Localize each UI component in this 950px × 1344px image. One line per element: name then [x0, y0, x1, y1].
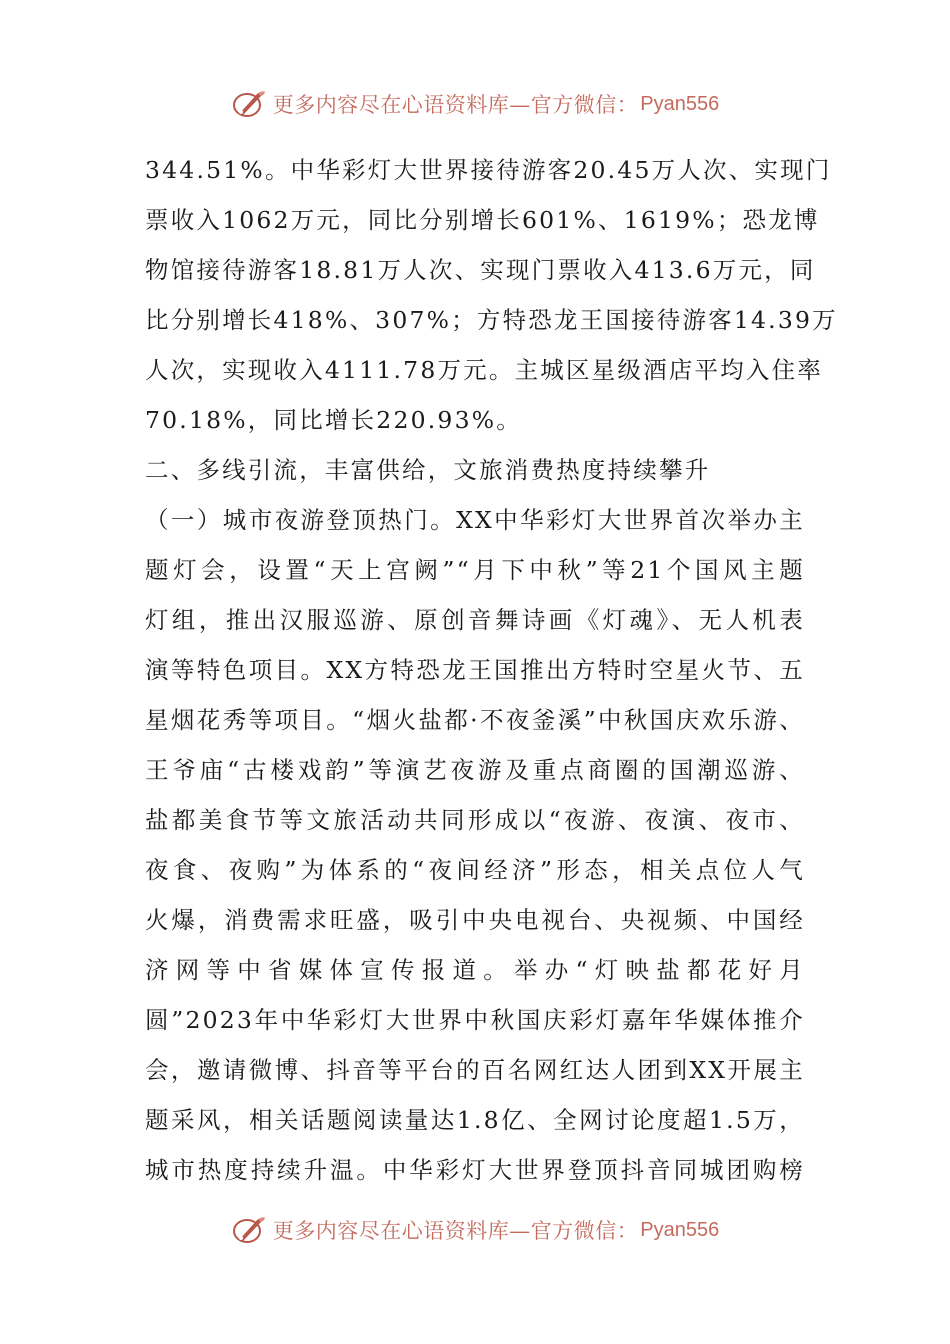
text-line: 物馆接待游客18.81万人次、实现门票收入413.6万元，同	[145, 256, 816, 284]
text-line: 人次，实现收入4111.78万元。主城区星级酒店平均入住率	[145, 356, 823, 384]
text-line: 比分别增长418%、307%；方特恐龙王国接待游客14.39万	[145, 306, 838, 334]
text-line: 盐都美食节等文旅活动共同形成以“夜游、夜演、夜市、	[145, 806, 805, 834]
text-line: 会，邀请微博、抖音等平台的百名网红达人团到XX开展主	[145, 1056, 805, 1084]
text-line: 灯组，推出汉服巡游、原创音舞诗画《灯魂》、无人机表	[145, 606, 805, 634]
text-line: 城市热度持续升温。中华彩灯大世界登顶抖音同城团购榜	[145, 1156, 805, 1184]
quill-logo-icon	[231, 1214, 267, 1246]
section-heading: 二、多线引流，丰富供给，文旅消费热度持续攀升	[145, 456, 711, 484]
text-line: 演等特色项目。XX方特恐龙王国推出方特时空星火节、五	[145, 656, 805, 684]
text-line: （一）城市夜游登顶热门。XX中华彩灯大世界首次举办主	[145, 506, 805, 534]
text-line: 济网等中省媒体宣传报道。举办“灯映盐都花好月	[145, 956, 805, 984]
text-line: 题采风，相关话题阅读量达1.8亿、全网讨论度超1.5万，	[145, 1106, 805, 1134]
text-line: 题灯会，设置“天上宫阙”“月下中秋”等21个国风主题	[145, 556, 805, 584]
quill-logo-icon	[231, 88, 267, 120]
text-line: 星烟花秀等项目。“烟火盐都·不夜釜溪”中秋国庆欢乐游、	[145, 706, 805, 734]
banner-text: 更多内容尽在心语资料库—官方微信：	[272, 1219, 639, 1243]
text-line: 夜食、夜购”为体系的“夜间经济”形态，相关点位人气	[145, 856, 805, 884]
text-line: 圆”2023年中华彩灯大世界中秋国庆彩灯嘉年华媒体推介	[145, 1006, 805, 1034]
text-line: 火爆，消费需求旺盛，吸引中央电视台、央视频、中国经	[145, 906, 805, 934]
body-text	[145, 145, 838, 1195]
footer-watermark-banner	[0, 1210, 950, 1250]
banner-wechat-handle: Pyan556	[640, 1218, 720, 1241]
text-line: 王爷庙“古楼戏韵”等演艺夜游及重点商圈的国潮巡游、	[145, 756, 805, 784]
text-line: 344.51%。中华彩灯大世界接待游客20.45万人次、实现门	[145, 156, 832, 184]
text-line: 票收入1062万元，同比分别增长601%、1619%；恐龙博	[145, 206, 820, 234]
text-line: 70.18%，同比增长220.93%。	[145, 406, 522, 434]
banner-text: 更多内容尽在心语资料库—官方微信：	[272, 93, 639, 117]
banner-wechat-handle: Pyan556	[640, 92, 720, 115]
header-watermark-banner	[0, 84, 950, 124]
